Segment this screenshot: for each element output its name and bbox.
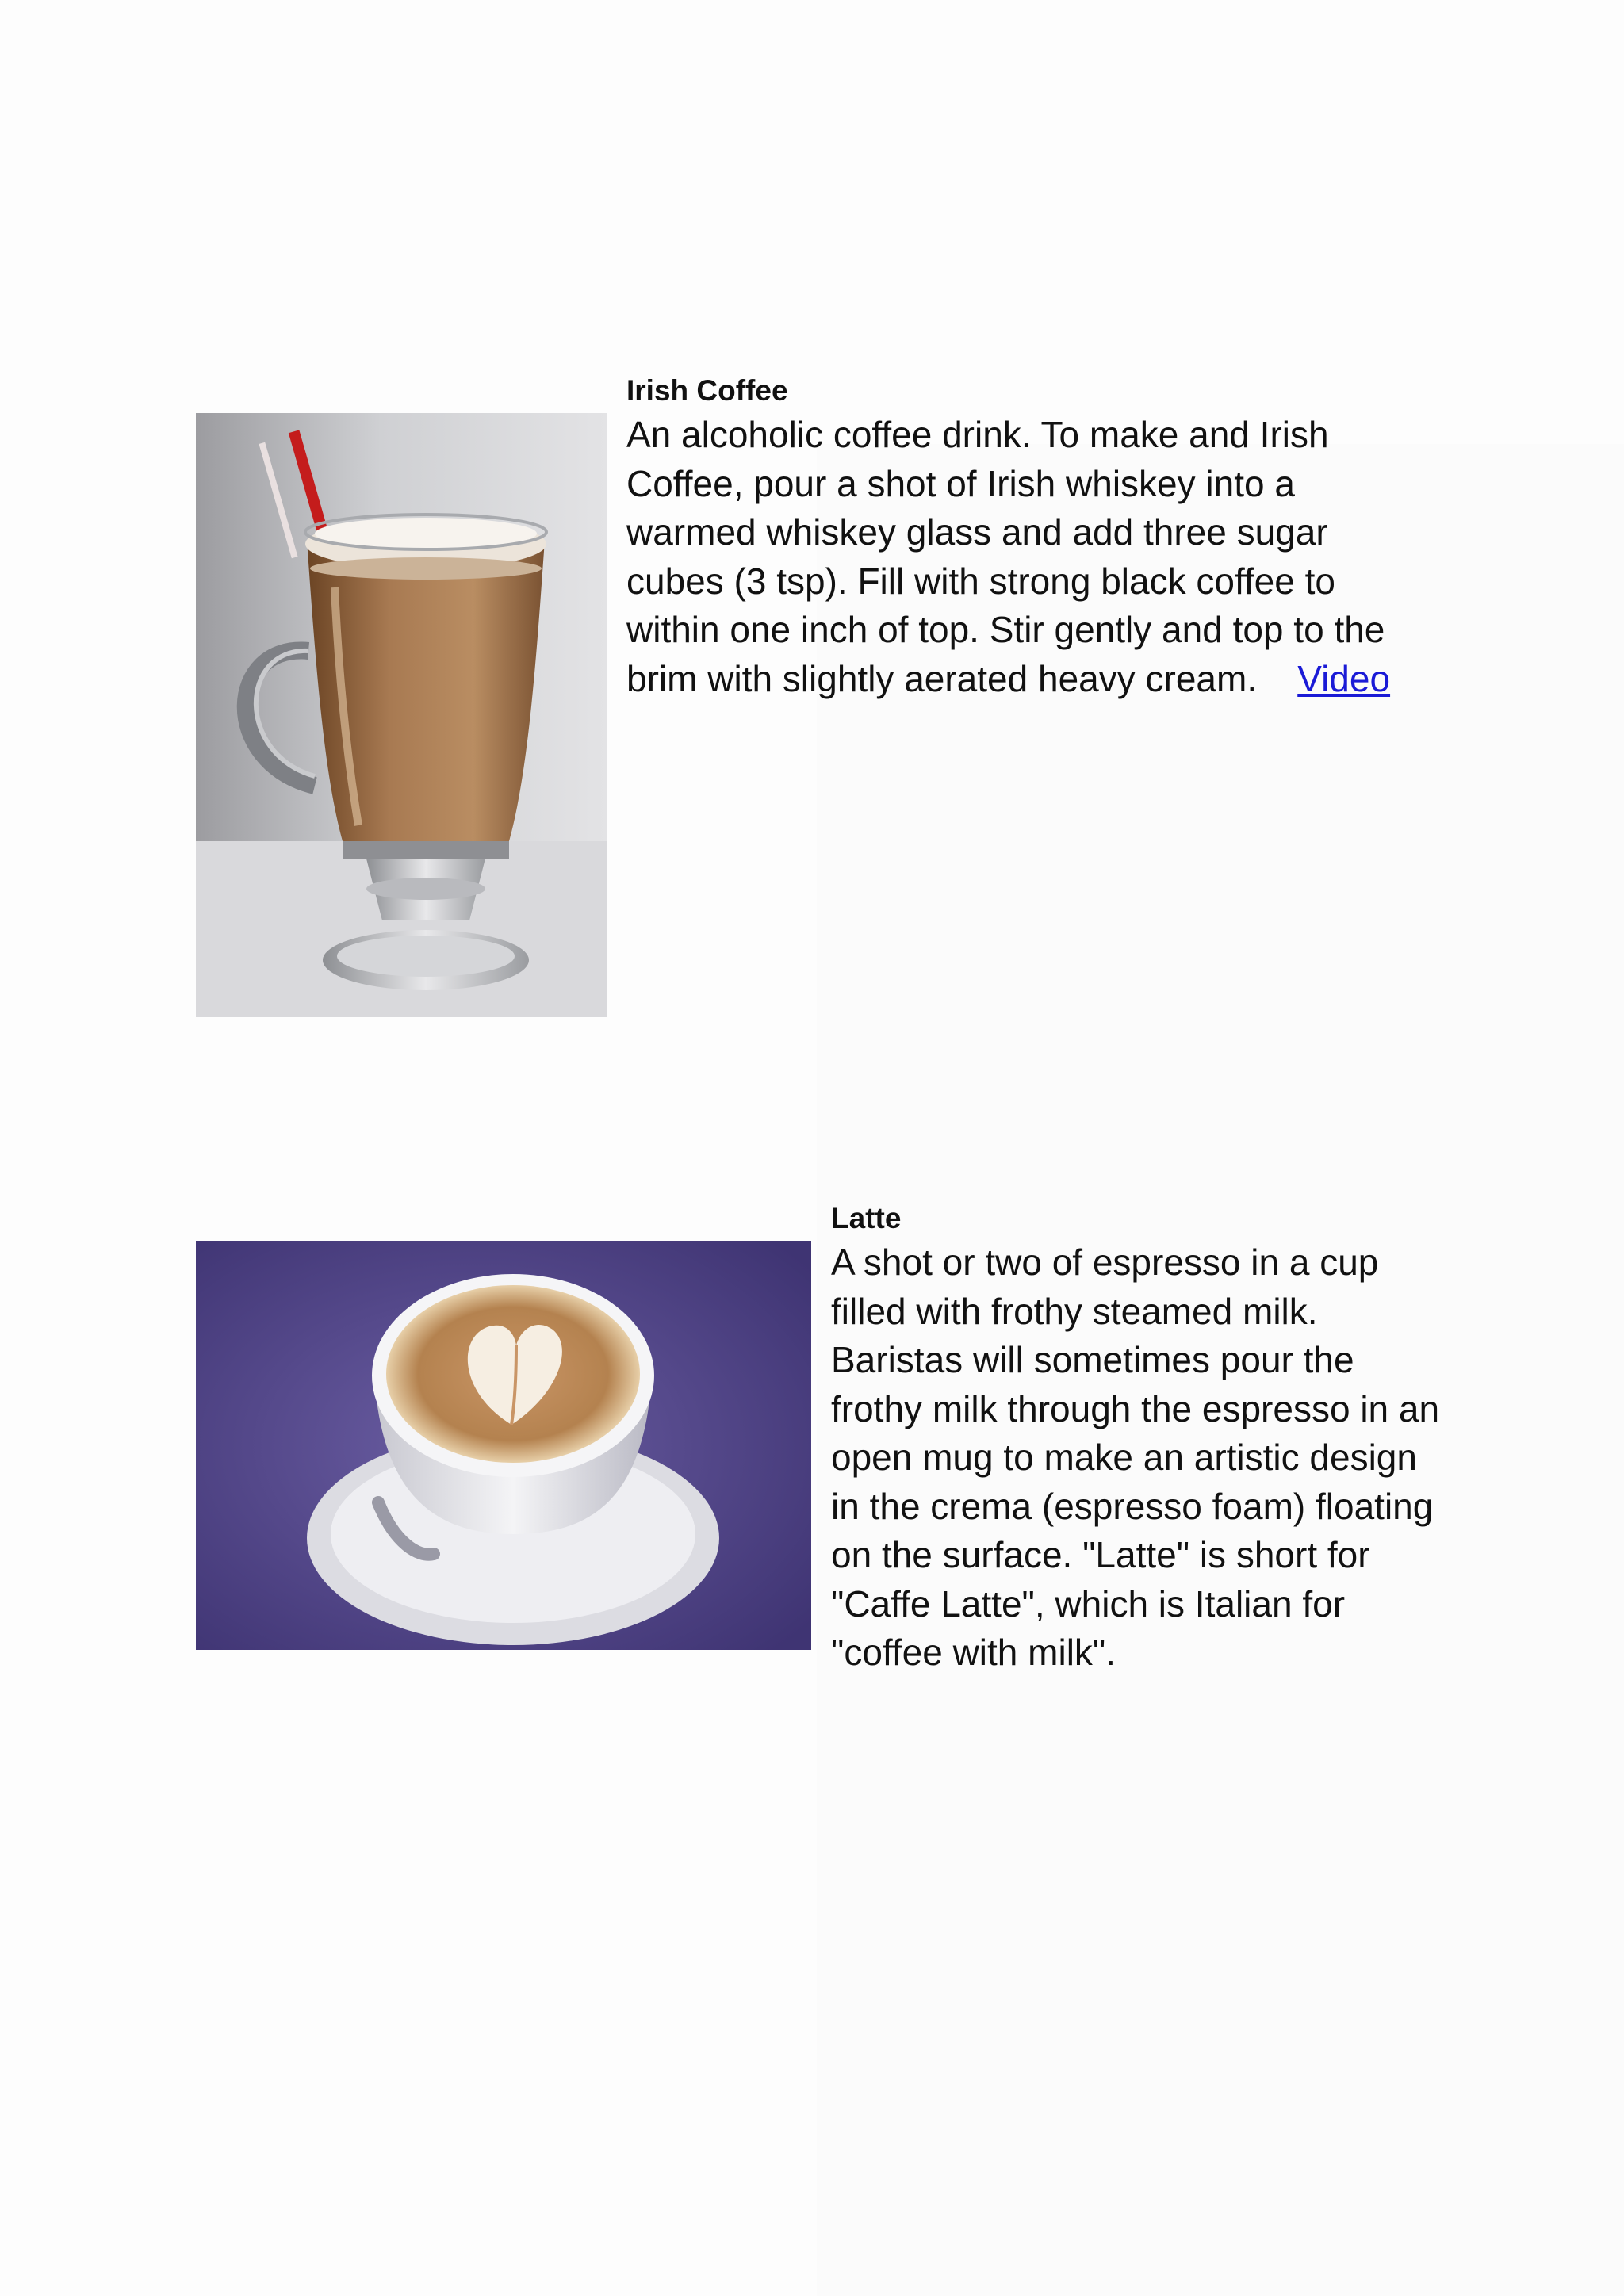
latte-title: Latte [831,1202,902,1234]
latte-image [196,1241,811,1650]
irish-coffee-image [196,413,607,1017]
irish-coffee-title: Irish Coffee [626,374,788,407]
latte-description: A shot or two of espresso in a cup filled with frothy steamed milk. Baristas will sometimes pour the frothy milk through the espresso in an open mug to make an artistic design in the crema (espresso foam) floating on the surface. "Latte" is short for "Caffe Latte", which is Italian for "coffee with milk". [831,1242,1440,1673]
irish-coffee-video-link[interactable]: Video [1297,657,1391,699]
irish-coffee-description [626,411,1427,703]
irish-coffee-description-text: An alcoholic coffee drink. To make and Irish Coffee, pour a shot of Irish whiskey into a warmed whiskey glass and add three sugar cubes (3 tsp). Fill with strong black coffee to within one inch of top. Stir gently and top to the brim with slightly aerated heavy cream. [626,414,1385,699]
